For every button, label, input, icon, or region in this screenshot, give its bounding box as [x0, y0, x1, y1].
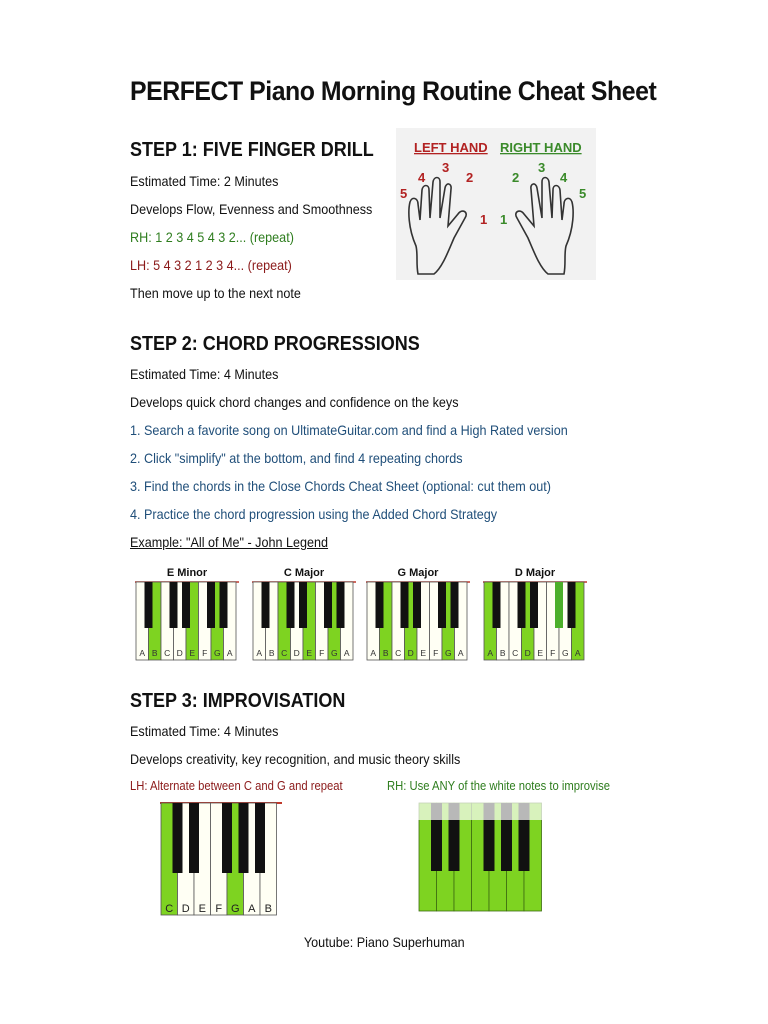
- black-key: [207, 582, 215, 628]
- black-key: [337, 582, 345, 628]
- chord-keyboard-3: [366, 562, 470, 662]
- step2-instruction-2: 2. Click "simplify" at the bottom, and find 4 repeating chords: [130, 450, 463, 466]
- hands-finger-diagram: [396, 128, 596, 280]
- top-fade: [418, 802, 542, 820]
- step2-instruction-4: 4. Practice the chord progression using the Added Chord Strategy: [130, 506, 498, 522]
- black-key: [413, 582, 421, 628]
- step2-instruction-3: 3. Find the chords in the Close Chords Cheat Sheet (optional: cut them out): [130, 478, 551, 494]
- black-key: [568, 582, 576, 628]
- key-label: B: [382, 648, 389, 658]
- key-label: A: [139, 648, 146, 658]
- black-key: [145, 582, 153, 628]
- key-label: G: [330, 648, 338, 658]
- key-label: G: [444, 648, 452, 658]
- left-finger-4: 4: [418, 170, 426, 185]
- step2-instruction-1: 1. Search a favorite song on UltimateGuitar.com and find a High Rated version: [130, 422, 568, 438]
- black-key: [182, 582, 190, 628]
- key-label: F: [433, 648, 439, 658]
- left-finger-2: 2: [466, 170, 474, 185]
- key-label: C: [512, 648, 519, 658]
- right-finger-1: 1: [500, 212, 508, 227]
- right-finger-5: 5: [579, 186, 587, 201]
- left-hand-label: LEFT HAND: [414, 140, 488, 155]
- key-label: F: [319, 648, 325, 658]
- black-key: [239, 803, 249, 873]
- footer-text: Youtube: Piano Superhuman: [303, 934, 465, 950]
- key-label: B: [268, 648, 275, 658]
- chord-name: G Major: [397, 567, 439, 579]
- black-key: [173, 803, 183, 873]
- step1-benefit: Develops Flow, Evenness and Smoothness: [130, 201, 373, 217]
- step3-benefit: Develops creativity, key recognition, and music theory skills: [130, 751, 461, 767]
- key-label: G: [230, 903, 240, 915]
- key-label: E: [306, 648, 313, 658]
- key-label: A: [343, 648, 350, 658]
- key-label: C: [165, 903, 174, 915]
- chord-keyboard-4: [483, 562, 587, 662]
- key-label: F: [550, 648, 556, 658]
- right-finger-3: 3: [538, 160, 546, 175]
- black-key: [555, 582, 563, 628]
- chord-keyboard-2: [252, 562, 356, 662]
- key-label: F: [202, 648, 208, 658]
- rh-keyboard: [418, 802, 542, 912]
- key-label: D: [176, 648, 183, 658]
- right-hand-label: RIGHT HAND: [500, 140, 582, 155]
- black-key: [451, 582, 459, 628]
- key-label: C: [164, 648, 171, 658]
- step3-time: Estimated Time: 4 Minutes: [130, 723, 279, 739]
- chord-name: E Minor: [166, 567, 208, 579]
- left-finger-3: 3: [442, 160, 450, 175]
- key-label: D: [293, 648, 300, 658]
- step3-lh: LH: Alternate between C and G and repeat: [130, 779, 343, 793]
- left-finger-1: 1: [480, 212, 488, 227]
- black-key: [287, 582, 295, 628]
- key-label: A: [226, 648, 233, 658]
- chord-name: C Major: [283, 567, 325, 579]
- key-label: A: [457, 648, 464, 658]
- step1-rh: RH: 1 2 3 4 5 4 3 2... (repeat): [130, 229, 294, 245]
- key-label: A: [256, 648, 263, 658]
- key-label: D: [181, 903, 190, 915]
- left-finger-5: 5: [400, 186, 408, 201]
- right-finger-4: 4: [560, 170, 568, 185]
- step1-next: Then move up to the next note: [130, 285, 301, 301]
- key-label: C: [281, 648, 288, 658]
- chord-name: D Major: [514, 567, 556, 579]
- key-label: G: [213, 648, 221, 658]
- key-label: E: [198, 903, 206, 915]
- black-key: [493, 582, 501, 628]
- key-label: A: [487, 648, 494, 658]
- step1-heading: STEP 1: FIVE FINGER DRILL: [130, 139, 374, 161]
- key-label: D: [407, 648, 414, 658]
- key-label: E: [537, 648, 544, 658]
- page-title: PERFECT Piano Morning Routine Cheat Sheet: [130, 76, 657, 106]
- black-key: [189, 803, 199, 873]
- black-key: [220, 582, 228, 628]
- key-label: F: [215, 903, 223, 915]
- black-key: [376, 582, 384, 628]
- key-label: A: [574, 648, 581, 658]
- black-key: [255, 803, 265, 873]
- footer-credit: [0, 934, 768, 950]
- black-key: [324, 582, 332, 628]
- key-label: A: [248, 903, 256, 915]
- step2-example: Example: "All of Me" - John Legend: [130, 534, 329, 550]
- black-key: [518, 582, 526, 628]
- step3-heading: STEP 3: IMPROVISATION: [130, 690, 346, 712]
- key-label: C: [395, 648, 402, 658]
- step1-time: Estimated Time: 2 Minutes: [130, 173, 279, 189]
- right-finger-2: 2: [512, 170, 520, 185]
- black-key: [170, 582, 178, 628]
- black-key: [222, 803, 232, 873]
- key-label: B: [264, 903, 272, 915]
- key-label: B: [151, 648, 158, 658]
- key-label: E: [420, 648, 427, 658]
- black-key: [438, 582, 446, 628]
- step2-benefit: Develops quick chord changes and confidence on the keys: [130, 394, 459, 410]
- lh-keyboard: [160, 802, 282, 916]
- key-label: G: [561, 648, 569, 658]
- step2-time: Estimated Time: 4 Minutes: [130, 366, 279, 382]
- step1-lh: LH: 5 4 3 2 1 2 3 4... (repeat): [130, 257, 292, 273]
- key-label: B: [499, 648, 506, 658]
- chord-keyboard-1: [135, 562, 239, 662]
- black-key: [262, 582, 270, 628]
- black-key: [299, 582, 307, 628]
- step3-rh: RH: Use ANY of the white notes to improvise: [387, 779, 611, 793]
- key-label: D: [524, 648, 531, 658]
- black-key: [530, 582, 538, 628]
- step2-heading: STEP 2: CHORD PROGRESSIONS: [130, 333, 420, 355]
- key-label: E: [189, 648, 196, 658]
- black-key: [401, 582, 409, 628]
- key-label: A: [370, 648, 377, 658]
